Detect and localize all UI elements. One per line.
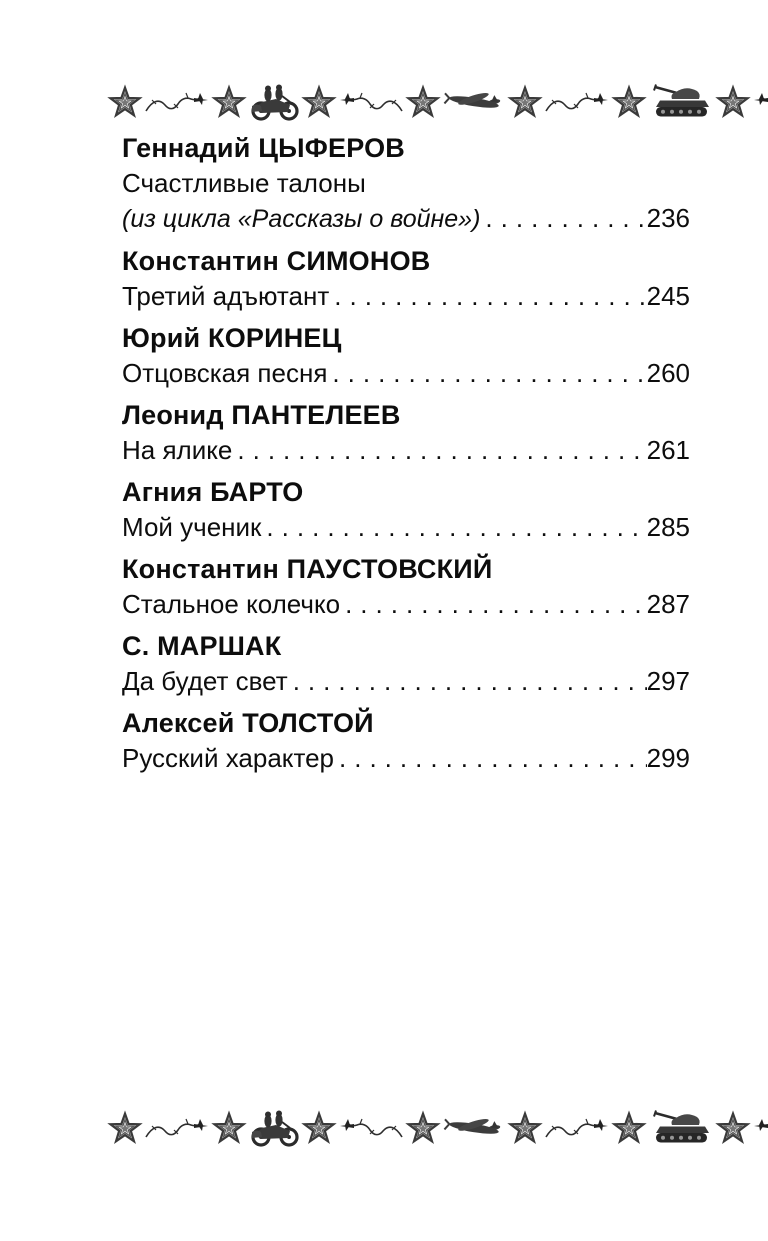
tank-icon: [648, 82, 714, 122]
toc-author: Константин ПАУСТОВСКИЙ: [122, 554, 493, 584]
plane-trail-icon: [544, 82, 610, 122]
star-icon: [210, 83, 248, 121]
toc-entry: [122, 397, 690, 468]
star-icon: [300, 83, 338, 121]
toc-author: Юрий КОРИНЕЦ: [122, 323, 342, 353]
dot-leader: [293, 664, 647, 699]
dot-leader: [339, 741, 647, 776]
tank-icon: [648, 1108, 714, 1148]
plane-trail-icon: [752, 82, 768, 122]
toc-title: Третий адъютант: [122, 281, 330, 311]
page-number: 260: [646, 358, 690, 388]
star-icon: [300, 1109, 338, 1147]
toc-entry: [122, 320, 690, 391]
plane-trail-icon: [338, 1108, 404, 1148]
dot-leader: [345, 587, 647, 622]
dot-leader: [332, 356, 646, 391]
page-number: 245: [646, 281, 690, 311]
plane-trail-icon: [338, 82, 404, 122]
star-icon: [106, 83, 144, 121]
toc-title: (из цикла «Рассказы о войне»): [122, 205, 481, 233]
top-border-ornament: [106, 80, 702, 124]
toc-author: Агния БАРТО: [122, 477, 304, 507]
toc-row: [122, 664, 690, 699]
toc-entry: [122, 628, 690, 699]
star-icon: [506, 1109, 544, 1147]
toc-title: Да будет свет: [122, 666, 288, 696]
toc-entry: [122, 130, 690, 237]
motorcycle-icon: [248, 1108, 300, 1148]
star-icon: [404, 1109, 442, 1147]
toc-row: [122, 587, 690, 622]
toc-title: Русский характер: [122, 743, 334, 773]
plane-trail-icon: [144, 1108, 210, 1148]
star-icon: [404, 83, 442, 121]
page-number: 299: [646, 743, 690, 773]
star-icon: [610, 83, 648, 121]
dot-leader: [266, 510, 646, 545]
toc-author: Константин СИМОНОВ: [122, 246, 431, 276]
star-icon: [106, 1109, 144, 1147]
toc-row: [122, 356, 690, 391]
toc-entry: [122, 474, 690, 545]
toc-row: [122, 201, 690, 237]
toc-row: [122, 433, 690, 468]
toc-title-line: Счастливые талоны: [122, 168, 366, 198]
toc-author: Леонид ПАНТЕЛЕЕВ: [122, 400, 401, 430]
toc-list: [122, 130, 690, 782]
toc-row: [122, 741, 690, 776]
page-number: 287: [646, 589, 690, 619]
toc-entry: [122, 551, 690, 622]
page-number: 236: [646, 203, 690, 233]
star-icon: [714, 83, 752, 121]
airplane-icon: [442, 1108, 506, 1148]
toc-entry: [122, 243, 690, 314]
toc-row: [122, 279, 690, 314]
toc-row: [122, 510, 690, 545]
toc-author: С. МАРШАК: [122, 631, 282, 661]
bottom-border-ornament: [106, 1106, 702, 1150]
page-number: 285: [646, 512, 690, 542]
motorcycle-icon: [248, 82, 300, 122]
toc-title: Мой ученик: [122, 512, 262, 542]
dot-leader: [485, 201, 646, 236]
plane-trail-icon: [144, 82, 210, 122]
toc-title: Отцовская песня: [122, 358, 328, 388]
star-icon: [610, 1109, 648, 1147]
toc-entry: [122, 705, 690, 776]
star-icon: [210, 1109, 248, 1147]
page-number: 261: [646, 435, 690, 465]
plane-trail-icon: [544, 1108, 610, 1148]
page-number: 297: [646, 666, 690, 696]
star-icon: [714, 1109, 752, 1147]
airplane-icon: [442, 82, 506, 122]
toc-author: Геннадий ЦЫФЕРОВ: [122, 133, 405, 163]
toc-author: Алексей ТОЛСТОЙ: [122, 708, 374, 738]
star-icon: [506, 83, 544, 121]
plane-trail-icon: [752, 1108, 768, 1148]
toc-title: На ялике: [122, 435, 233, 465]
dot-leader: [334, 279, 646, 314]
dot-leader: [237, 433, 646, 468]
toc-title: Стальное колечко: [122, 589, 341, 619]
